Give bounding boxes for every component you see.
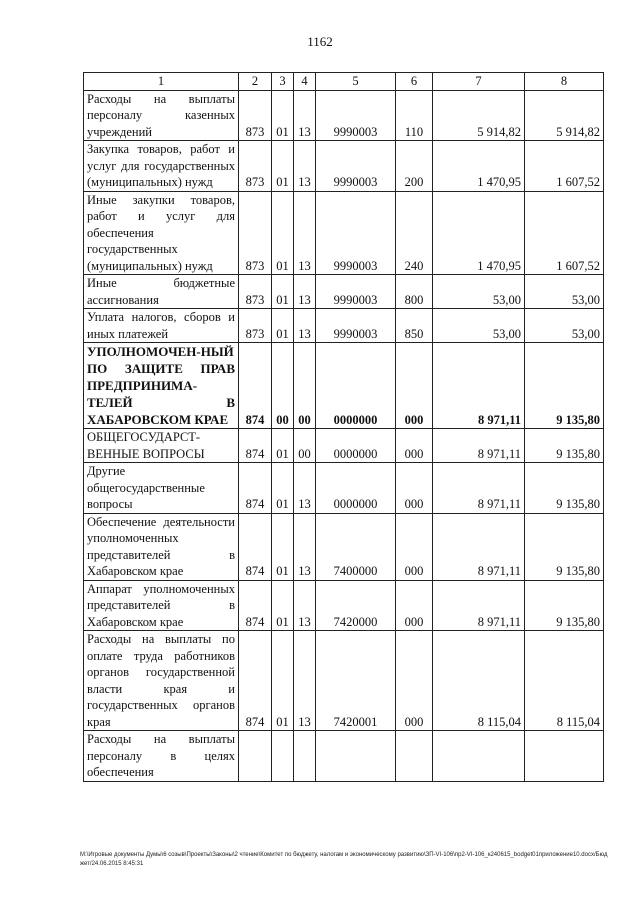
cell-c7: 8 971,11 [433,580,525,631]
column-header: 3 [272,73,294,91]
cell-c6: 200 [396,141,433,192]
table-row [84,429,604,463]
cell-c2: 873 [239,141,272,192]
column-header: 1 [84,73,239,91]
cell-c4: 13 [294,309,316,343]
cell-c3: 01 [272,580,294,631]
cell-c7: 8 971,11 [433,513,525,580]
budget-table [83,72,604,782]
cell-c2: 874 [239,343,272,429]
cell-c6: 000 [396,513,433,580]
cell-c2: 874 [239,463,272,514]
table-row [84,141,604,192]
cell-c4: 13 [294,90,316,141]
cell-c4: 13 [294,631,316,731]
cell-c5: 9990003 [316,141,396,192]
cell-c5: 0000000 [316,463,396,514]
cell-c2: 874 [239,580,272,631]
column-header: 5 [316,73,396,91]
table-row [84,463,604,514]
cell-c6: 000 [396,463,433,514]
cell-c7: 8 971,11 [433,429,525,463]
row-name: Другие общегосударственные вопросы [84,463,239,514]
cell-c5: 9990003 [316,191,396,275]
cell-c6: 240 [396,191,433,275]
cell-c3: 01 [272,513,294,580]
cell-c7 [433,731,525,782]
cell-c3: 01 [272,90,294,141]
cell-c8: 9 135,80 [525,463,604,514]
cell-c7: 8 971,11 [433,463,525,514]
cell-c5: 9990003 [316,90,396,141]
cell-c2: 874 [239,513,272,580]
cell-c3 [272,731,294,782]
cell-c2: 873 [239,191,272,275]
cell-c4: 13 [294,275,316,309]
cell-c5: 7400000 [316,513,396,580]
cell-c8: 5 914,82 [525,90,604,141]
table-header-row [84,73,604,91]
cell-c8 [525,731,604,782]
row-name: Расходы на выплаты персоналу в целях обеспечения [84,731,239,782]
column-header: 6 [396,73,433,91]
cell-c8: 9 135,80 [525,513,604,580]
table-row [84,309,604,343]
row-name: Аппарат уполномоченных представителей в Хабаровском крае [84,580,239,631]
cell-c7: 53,00 [433,309,525,343]
cell-c4: 13 [294,141,316,192]
cell-c3: 01 [272,631,294,731]
cell-c3: 00 [272,343,294,429]
cell-c2: 874 [239,429,272,463]
page-number: 1162 [307,34,333,49]
row-name: Иные закупки товаров, работ и услуг для обеспечения государственных (муниципальных) нужд [84,191,239,275]
cell-c3: 01 [272,141,294,192]
row-name: Расходы на выплаты по оплате труда работников органов государственной власти края и государственных органов края [84,631,239,731]
table-row [84,191,604,275]
cell-c7: 1 470,95 [433,191,525,275]
cell-c5: 9990003 [316,309,396,343]
cell-c8: 9 135,80 [525,343,604,429]
cell-c5: 7420000 [316,580,396,631]
cell-c2: 874 [239,631,272,731]
cell-c8: 8 115,04 [525,631,604,731]
cell-c4: 13 [294,513,316,580]
row-name: Иные бюджетные ассигнования [84,275,239,309]
file-path-footer: M:\Игровые документы Думы\6 созыв\Проекты\Законы\2 чтение\Комитет по бюджету, налогам и экономическому развитию\ЗП-VI-106\пр2-VI-106_к240615_bodget01приложение10.docx/Бюджет/24.06.2015 8:45:31 [80,852,608,867]
row-name: Уплата налогов, сборов и иных платежей [84,309,239,343]
cell-c6: 000 [396,580,433,631]
cell-c5 [316,731,396,782]
cell-c7: 5 914,82 [433,90,525,141]
cell-c4: 00 [294,429,316,463]
cell-c6: 110 [396,90,433,141]
cell-c6 [396,731,433,782]
cell-c3: 01 [272,429,294,463]
cell-c2: 873 [239,275,272,309]
row-name: ОБЩЕГОСУДАРСТ-ВЕННЫЕ ВОПРОСЫ [84,429,239,463]
cell-c5: 0000000 [316,343,396,429]
cell-c6: 000 [396,429,433,463]
cell-c7: 8 115,04 [433,631,525,731]
cell-c4: 13 [294,463,316,514]
cell-c3: 01 [272,463,294,514]
cell-c8: 53,00 [525,275,604,309]
row-name: УПОЛНОМОЧЕН-НЫЙ ПО ЗАЩИТЕ ПРАВ ПРЕДПРИНИМА-ТЕЛЕЙ В ХАБАРОВСКОМ КРАЕ [84,343,239,429]
cell-c5: 7420001 [316,631,396,731]
cell-c6: 000 [396,631,433,731]
cell-c4: 00 [294,343,316,429]
cell-c2: 873 [239,90,272,141]
cell-c5: 9990003 [316,275,396,309]
cell-c6: 000 [396,343,433,429]
cell-c7: 53,00 [433,275,525,309]
column-header: 4 [294,73,316,91]
row-name: Расходы на выплаты персоналу казенных учреждений [84,90,239,141]
cell-c5: 0000000 [316,429,396,463]
cell-c7: 1 470,95 [433,141,525,192]
row-name: Обеспечение деятельности уполномоченных представителей в Хабаровском крае [84,513,239,580]
table-row [84,580,604,631]
table-row [84,275,604,309]
column-header: 2 [239,73,272,91]
cell-c8: 1 607,52 [525,141,604,192]
table-row [84,90,604,141]
cell-c8: 53,00 [525,309,604,343]
cell-c6: 850 [396,309,433,343]
column-header: 8 [525,73,604,91]
cell-c8: 1 607,52 [525,191,604,275]
row-name: Закупка товаров, работ и услуг для государственных (муниципальных) нужд [84,141,239,192]
table-row [84,631,604,731]
table-row [84,513,604,580]
cell-c4 [294,731,316,782]
cell-c3: 01 [272,191,294,275]
cell-c3: 01 [272,275,294,309]
cell-c6: 800 [396,275,433,309]
table-row [84,343,604,429]
table-row [84,731,604,782]
cell-c4: 13 [294,580,316,631]
table-body [84,90,604,781]
cell-c7: 8 971,11 [433,343,525,429]
cell-c8: 9 135,80 [525,580,604,631]
cell-c4: 13 [294,191,316,275]
cell-c8: 9 135,80 [525,429,604,463]
cell-c3: 01 [272,309,294,343]
cell-c2: 873 [239,309,272,343]
cell-c2 [239,731,272,782]
column-header: 7 [433,73,525,91]
